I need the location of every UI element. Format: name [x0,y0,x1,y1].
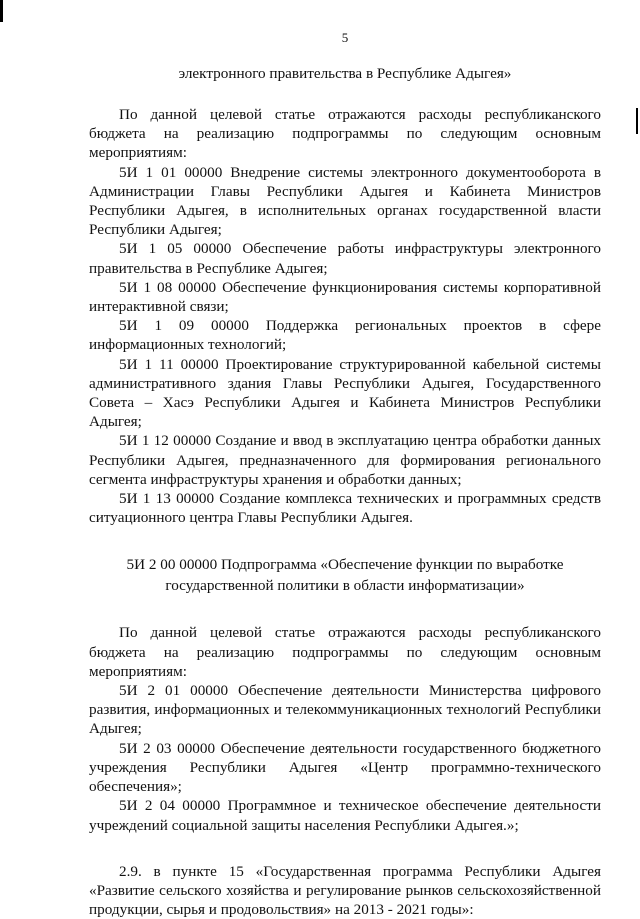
subprogram-heading-5i-2: 5И 2 00 00000 Подпрограмма «Обеспечение функции по выработке государственной политики в области информатизации» [126,556,564,595]
paragraph-item-5i-1-12: 5И 1 12 00000 Создание и ввод в эксплуатацию центра обработки данных Республики Адыгея, предназначенного для формирования регионального сегмента инфраструктуры хранения и обработки данных; [89,432,601,488]
paragraph-item-5i-1-11: 5И 1 11 00000 Проектирование структурированной кабельной системы административного здания Главы Республики Адыгея, Государственного Совета – Хасэ Республики Адыгея и Кабинета Министров Республики Адыгея; [89,355,601,431]
paragraph-item-5i-1-05: 5И 1 05 00000 Обеспечение работы инфраструктуры электронного правительства в Республике Адыгея; [89,240,601,277]
scan-edge-mark-right [636,108,638,134]
paragraph-item-5i-2-04: 5И 2 04 00000 Программное и техническое обеспечение деятельности учреждений социальной защиты населения Республики Адыгея.»; [89,797,601,834]
paragraph-clause-2-9: 2.9. в пункте 15 «Государственная программа Республики Адыгея «Развитие сельского хозяйства и регулирование рынков сельскохозяйственной продукции, сырья и продовольствия» на 2013 - 2021 годы»: [89,862,601,919]
paragraph-item-5i-1-09: 5И 1 09 00000 Поддержка региональных проектов в сфере информационных технологий; [89,317,601,354]
paragraph-item-5i-2-01: 5И 2 01 00000 Обеспечение деятельности Министерства цифрового развития, информационных и телекоммуникационных технологий Республики Адыгея; [89,682,601,738]
paragraph-item-5i-2-03: 5И 2 03 00000 Обеспечение деятельности государственного бюджетного учреждения Республики Адыгея «Центр программно-технического обеспечения»; [89,739,601,796]
paragraph-item-5i-1-08: 5И 1 08 00000 Обеспечение функционирования системы корпоративной интерактивной связи; [89,278,601,316]
document-page [89,30,601,919]
section-heading-continuation: электронного правительства в Республике Адыгея» [178,65,512,82]
page-number: 5 [341,30,349,45]
paragraph-item-5i-1-01: 5И 1 01 00000 Внедрение системы электронного документооборота в Администрации Главы Республики Адыгея и Кабинета Министров Республики Адыгея, в исполнительных органах государственной власти Республики Адыгея; [89,163,601,239]
scan-edge-mark-left [0,0,3,22]
paragraph-intro-1: По данной целевой статье отражаются расходы республиканского бюджета на реализацию подпрограммы по следующим основным мероприятиям: [89,106,601,162]
paragraph-item-5i-1-13: 5И 1 13 00000 Создание комплекса технических и программных средств ситуационного центра Главы Республики Адыгея. [89,490,601,527]
paragraph-intro-2: По данной целевой статье отражаются расходы республиканского бюджета на реализацию подпрограммы по следующим основным мероприятиям: [89,624,601,680]
